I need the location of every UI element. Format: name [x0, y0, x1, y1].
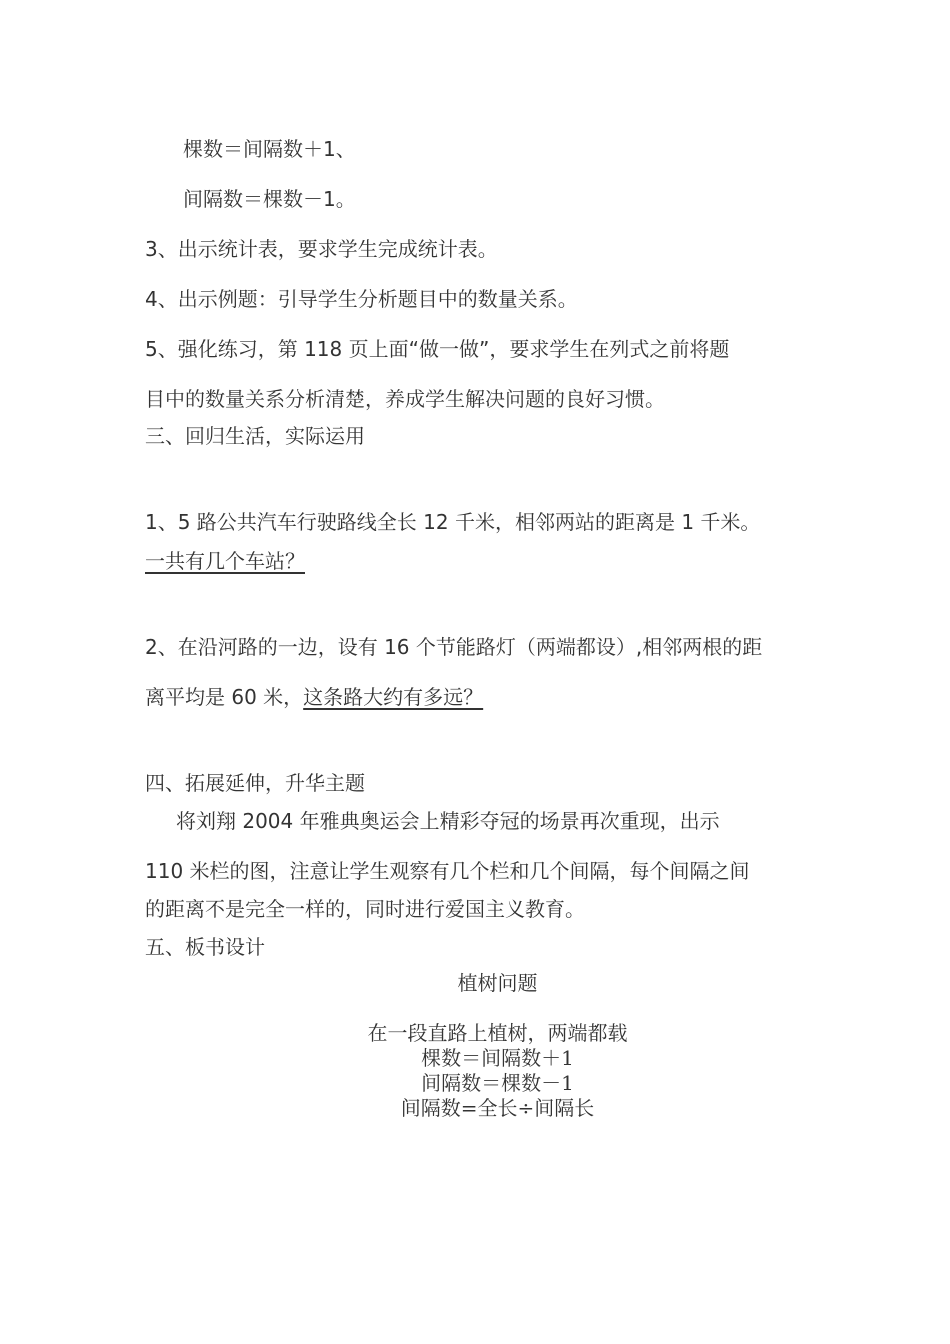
- step-3: 3、出示统计表，要求学生完成统计表。: [145, 237, 498, 261]
- board-formula-trees: 棵数＝间隔数＋1: [421, 1046, 574, 1070]
- board-formula-length: 间隔数=全长÷间隔长: [400, 1096, 595, 1120]
- step-5-continued: 目中的数量关系分析清楚，养成学生解决问题的良好习惯。: [145, 387, 665, 411]
- exercise-2: 2、在沿河路的一边，设有 16 个节能路灯（两端都设）,相邻两根的距: [145, 635, 763, 659]
- step-5: 5、强化练习，第 118 页上面“做一做”，要求学生在列式之前将题: [145, 337, 730, 361]
- board-subtitle: 在一段直路上植树，两端都载: [367, 1021, 628, 1045]
- extension-paragraph: 将刘翔 2004 年雅典奥运会上精彩夺冠的场景再次重现，出示: [176, 809, 720, 833]
- extension-paragraph-line-2: 110 米栏的图，注意让学生观察有几个栏和几个间隔，每个间隔之间: [145, 859, 750, 883]
- section-5-heading: 五、板书设计: [145, 935, 265, 959]
- extension-paragraph-line-3: 的距离不是完全一样的，同时进行爱国主义教育。: [145, 897, 585, 921]
- section-4-heading: 四、拓展延伸，升华主题: [145, 771, 365, 795]
- board-formula-intervals: 间隔数＝棵数－1: [421, 1071, 574, 1095]
- exercise-2-question: 这条路大约有多远？: [303, 685, 484, 709]
- exercise-1: 1、5 路公共汽车行驶路线全长 12 千米，相邻两站的距离是 1 千米。: [145, 510, 761, 534]
- step-4: 4、出示例题：引导学生分析题目中的数量关系。: [145, 287, 578, 311]
- exercise-1-question: 一共有几个车站？: [145, 549, 305, 573]
- exercise-2-text: 离平均是 60 米，: [145, 685, 304, 709]
- section-3-heading: 三、回归生活，实际运用: [145, 424, 365, 448]
- formula-trees: 棵数＝间隔数＋1、: [183, 137, 356, 161]
- board-title: 植树问题: [457, 971, 538, 995]
- formula-intervals: 间隔数＝棵数－1。: [183, 187, 356, 211]
- exercise-2-continued: [145, 684, 483, 710]
